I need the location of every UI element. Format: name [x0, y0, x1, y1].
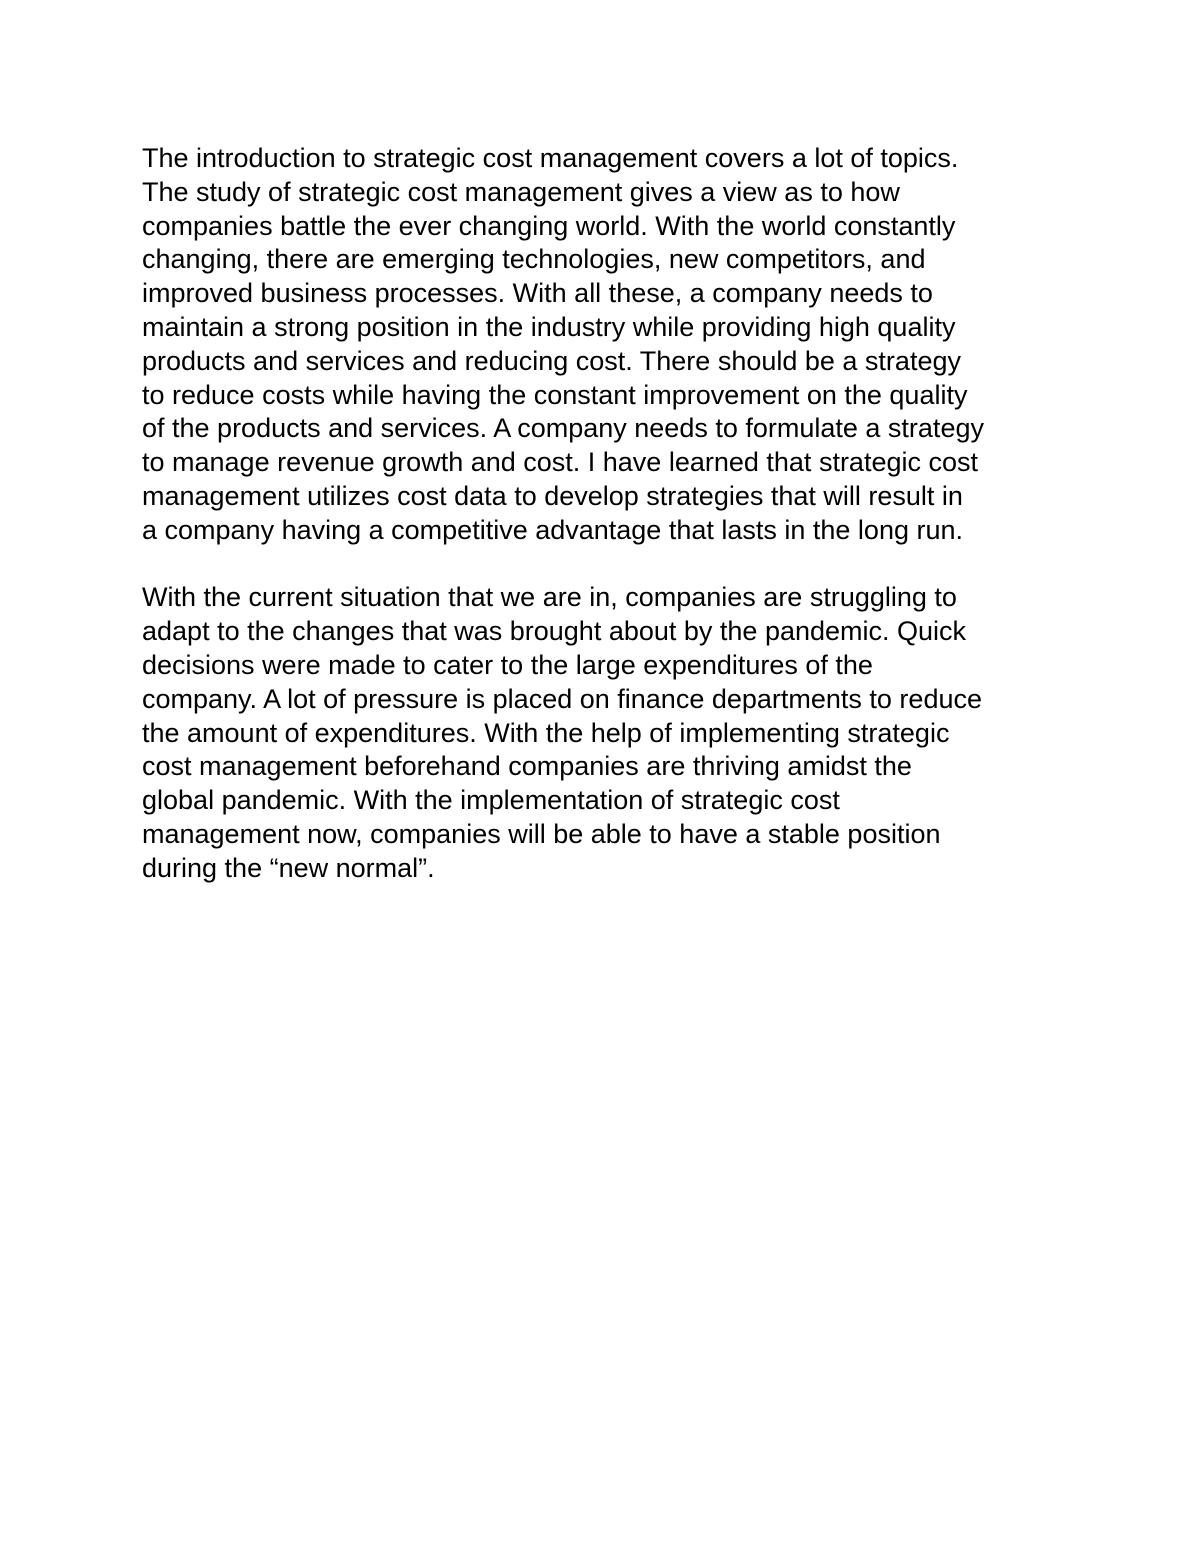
paragraph-line: improved business processes. With all these, a company needs to: [142, 278, 933, 309]
paragraph-line: changing, there are emerging technologies, new competitors, and: [142, 244, 926, 275]
paragraph-line: to reduce costs while having the constant improvement on the quality: [142, 379, 968, 410]
paragraph-line: of the products and services. A company needs to formulate a strategy: [142, 413, 984, 444]
paragraph-line: The introduction to strategic cost management covers a lot of topics.: [142, 143, 959, 173]
paragraph-line: The study of strategic cost management gives a view as to how: [142, 176, 900, 207]
paragraph-line: global pandemic. With the implementation of strategic cost: [142, 785, 840, 816]
paragraph-line: during the “new normal”.: [142, 852, 435, 883]
document-body: [142, 142, 1082, 886]
paragraph-line: management now, companies will be able to have a stable position: [142, 818, 941, 849]
paragraph-line: products and services and reducing cost. There should be a strategy: [142, 345, 961, 376]
paragraph-2: [142, 581, 1082, 885]
paragraph-line: companies battle the ever changing world. With the world constantly: [142, 210, 956, 241]
paragraph-line: the amount of expenditures. With the help of implementing strategic: [142, 717, 950, 748]
paragraph-line: With the current situation that we are in, companies are struggling to: [142, 582, 957, 613]
paragraph-line: a company having a competitive advantage that lasts in the long run.: [142, 514, 964, 545]
paragraph-line: management utilizes cost data to develop strategies that will result in: [142, 480, 963, 511]
paragraph-line: to manage revenue growth and cost. I have learned that strategic cost: [142, 447, 978, 478]
paragraph-1: [142, 142, 1082, 548]
paragraph-line: adapt to the changes that was brought about by the pandemic. Quick: [142, 616, 967, 647]
paragraph-line: company. A lot of pressure is placed on finance departments to reduce: [142, 683, 982, 714]
paragraph-line: decisions were made to cater to the large expenditures of the: [142, 649, 873, 680]
paragraph-line: cost management beforehand companies are thriving amidst the: [142, 751, 912, 782]
paragraph-line: maintain a strong position in the industry while providing high quality: [142, 311, 956, 342]
